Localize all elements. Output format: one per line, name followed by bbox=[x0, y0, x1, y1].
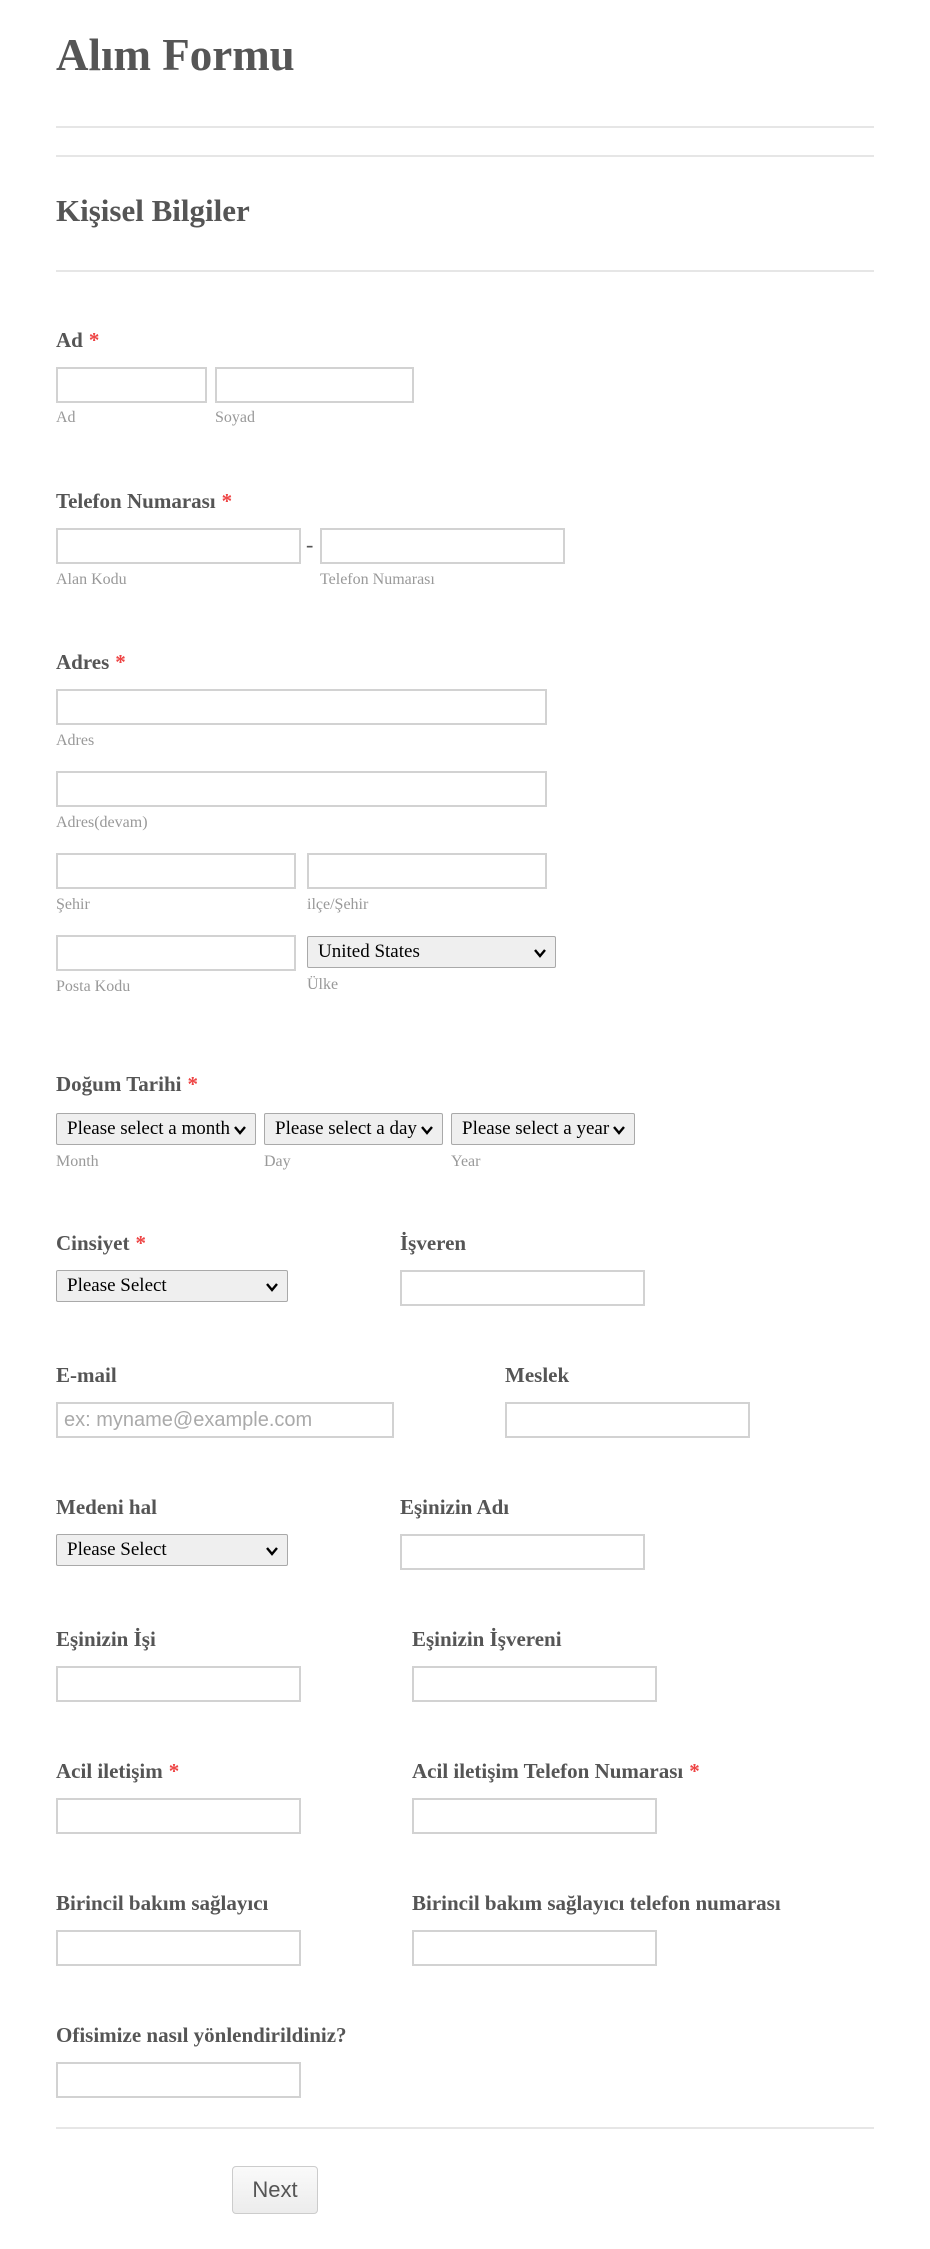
name-label-text: Ad bbox=[56, 328, 83, 352]
occupation-label: Meslek bbox=[505, 1363, 570, 1387]
zip-sublabel: Posta Kodu bbox=[56, 978, 131, 995]
dob-month-value: Please select a month bbox=[67, 1118, 231, 1139]
referral-input[interactable] bbox=[56, 2062, 301, 2098]
spouse-job-label: Eşinizin İşi bbox=[56, 1627, 156, 1651]
dob-year-value: Please select a year bbox=[462, 1118, 610, 1139]
primary-care-label: Birincil bakım sağlayıcı bbox=[56, 1891, 269, 1915]
primary-care-phone-input[interactable] bbox=[412, 1930, 657, 1966]
marital-select-value: Please Select bbox=[67, 1539, 167, 1560]
emergency-phone-label-text: Acil iletişim Telefon Numarası bbox=[412, 1759, 684, 1783]
phone-label bbox=[56, 491, 232, 512]
dob-label bbox=[56, 1074, 198, 1095]
emergency-contact-label bbox=[56, 1761, 179, 1782]
country-select-value: United States bbox=[318, 941, 420, 962]
spouse-name-label: Eşinizin Adı bbox=[400, 1495, 510, 1519]
email-input[interactable] bbox=[56, 1402, 394, 1438]
required-mark: * bbox=[88, 328, 100, 352]
gender-select-value: Please Select bbox=[67, 1275, 167, 1296]
required-mark: * bbox=[221, 489, 233, 513]
marital-label: Medeni hal bbox=[56, 1495, 157, 1519]
city-input[interactable] bbox=[56, 853, 296, 889]
next-button[interactable]: Next bbox=[232, 2166, 318, 2214]
spouse-job-input[interactable] bbox=[56, 1666, 301, 1702]
spouse-name-input[interactable] bbox=[400, 1534, 645, 1570]
required-mark: * bbox=[168, 1759, 180, 1783]
address-line1-input[interactable] bbox=[56, 689, 547, 725]
required-mark: * bbox=[689, 1759, 700, 1783]
form-title: Alım Formu bbox=[56, 30, 295, 80]
spouse-employer-input[interactable] bbox=[412, 1666, 657, 1702]
emergency-contact-input[interactable] bbox=[56, 1798, 301, 1834]
address-line2-input[interactable] bbox=[56, 771, 547, 807]
gender-label-text: Cinsiyet bbox=[56, 1231, 130, 1255]
dob-day-value: Please select a day bbox=[275, 1118, 417, 1139]
address-line1-sublabel: Adres bbox=[56, 732, 95, 749]
required-mark: * bbox=[115, 650, 126, 674]
required-mark: * bbox=[135, 1231, 146, 1255]
name-label bbox=[56, 330, 99, 351]
divider bbox=[56, 155, 874, 157]
employer-label: İşveren bbox=[400, 1231, 467, 1255]
chevron-down-icon bbox=[420, 1123, 434, 1137]
zip-input[interactable] bbox=[56, 935, 296, 971]
state-sublabel: ilçe/Şehir bbox=[307, 896, 369, 913]
chevron-down-icon bbox=[265, 1544, 279, 1558]
required-mark: * bbox=[187, 1072, 198, 1096]
marital-select[interactable] bbox=[56, 1534, 288, 1566]
dob-year-select[interactable] bbox=[451, 1113, 635, 1145]
first-name-input[interactable] bbox=[56, 367, 207, 403]
gender-select[interactable] bbox=[56, 1270, 288, 1302]
referral-label: Ofisimize nasıl yönlendirildiniz? bbox=[56, 2023, 347, 2047]
emergency-contact-label-text: Acil iletişim bbox=[56, 1759, 163, 1783]
state-input[interactable] bbox=[307, 853, 547, 889]
last-name-sublabel: Soyad bbox=[215, 409, 255, 426]
area-code-input[interactable] bbox=[56, 528, 301, 564]
phone-separator: - bbox=[306, 532, 314, 557]
last-name-input[interactable] bbox=[215, 367, 414, 403]
country-sublabel: Ülke bbox=[307, 976, 339, 993]
emergency-phone-label bbox=[412, 1761, 700, 1782]
area-code-sublabel: Alan Kodu bbox=[56, 571, 127, 588]
city-sublabel: Şehir bbox=[56, 896, 90, 913]
email-label: E-mail bbox=[56, 1363, 117, 1387]
dob-month-sublabel: Month bbox=[56, 1153, 99, 1170]
emergency-phone-input[interactable] bbox=[412, 1798, 657, 1834]
divider bbox=[56, 270, 874, 272]
dob-month-select[interactable] bbox=[56, 1113, 256, 1145]
primary-care-phone-label: Birincil bakım sağlayıcı telefon numarası bbox=[412, 1891, 781, 1915]
gender-label bbox=[56, 1233, 146, 1254]
address-label bbox=[56, 652, 126, 673]
phone-label-text: Telefon Numarası bbox=[56, 489, 216, 513]
spouse-employer-label: Eşinizin İşvereni bbox=[412, 1627, 562, 1651]
divider bbox=[56, 2127, 874, 2129]
country-select[interactable] bbox=[307, 936, 556, 968]
primary-care-input[interactable] bbox=[56, 1930, 301, 1966]
dob-day-sublabel: Day bbox=[264, 1153, 291, 1170]
chevron-down-icon bbox=[533, 946, 547, 960]
employer-input[interactable] bbox=[400, 1270, 645, 1306]
phone-number-sublabel: Telefon Numarası bbox=[320, 571, 435, 588]
occupation-input[interactable] bbox=[505, 1402, 750, 1438]
address-label-text: Adres bbox=[56, 650, 110, 674]
chevron-down-icon bbox=[265, 1280, 279, 1294]
address-line2-sublabel: Adres(devam) bbox=[56, 814, 148, 831]
dob-label-text: Doğum Tarihi bbox=[56, 1072, 182, 1096]
divider bbox=[56, 126, 874, 128]
chevron-down-icon bbox=[233, 1123, 247, 1137]
section-title: Kişisel Bilgiler bbox=[56, 193, 250, 228]
dob-year-sublabel: Year bbox=[451, 1153, 481, 1170]
phone-number-input[interactable] bbox=[320, 528, 565, 564]
email-placeholder: ex: myname@example.com bbox=[64, 1409, 313, 1431]
chevron-down-icon bbox=[612, 1123, 626, 1137]
first-name-sublabel: Ad bbox=[56, 409, 76, 426]
dob-day-select[interactable] bbox=[264, 1113, 443, 1145]
